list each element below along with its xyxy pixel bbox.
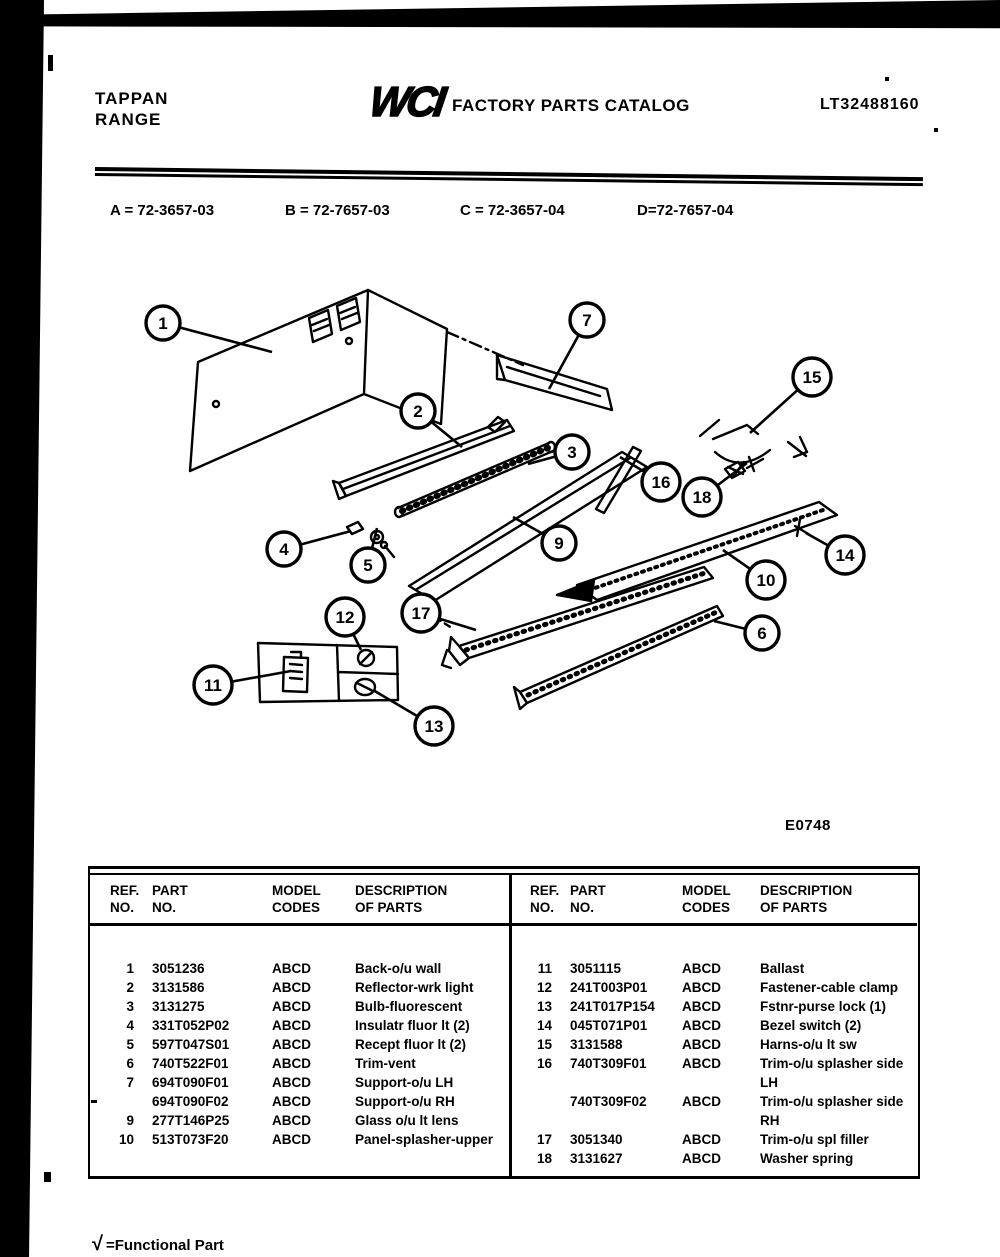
svg-text:2: 2 (413, 402, 423, 421)
model-codes-cell: ABCD (272, 1056, 311, 1071)
table-row (522, 1130, 917, 1149)
svg-text:17: 17 (411, 604, 431, 623)
table-row (98, 997, 509, 1016)
part-filler-trim (442, 567, 713, 668)
ref-no-cell: 6 (126, 1056, 134, 1071)
table-body-left (98, 926, 509, 1157)
description-cell: Bulb-fluorescent (355, 999, 463, 1014)
table-row (522, 1149, 917, 1168)
callout-11 (194, 666, 291, 704)
table-row (522, 1092, 917, 1130)
description-cell: Washer spring (760, 1151, 854, 1166)
description-cell: Support-o/u LH (355, 1075, 454, 1090)
table-row (98, 1073, 509, 1092)
svg-text:15: 15 (802, 368, 822, 387)
ref-no-cell (98, 1092, 134, 1111)
description-cell: Trim-o/u splasher side LH (760, 1056, 904, 1090)
model-codes-cell: ABCD (682, 1151, 721, 1166)
svg-text:3: 3 (567, 443, 577, 462)
part-no-cell: 3131588 (570, 1037, 623, 1052)
table-header-right (522, 875, 917, 923)
table-row (522, 997, 917, 1016)
model-codes-cell: ABCD (272, 1113, 311, 1128)
model-codes-cell: ABCD (682, 1132, 721, 1147)
model-codes-cell: ABCD (272, 999, 311, 1014)
callout-4 (267, 531, 351, 566)
catalog-title: FACTORY PARTS CATALOG (452, 96, 690, 115)
table-row (98, 1035, 509, 1054)
svg-text:18: 18 (692, 488, 712, 507)
description-cell: Fstnr-purse lock (1) (760, 999, 887, 1014)
callout-14 (806, 533, 864, 574)
model-codes-cell: ABCD (682, 1056, 721, 1071)
ref-no-cell: 9 (126, 1113, 134, 1128)
description-cell: Back-o/u wall (355, 961, 442, 976)
ref-no-cell (522, 1092, 552, 1130)
part-no-cell: 241T017P154 (570, 999, 655, 1014)
table-row (522, 959, 917, 978)
column-header: REF. NO. (530, 883, 560, 915)
svg-text:5: 5 (363, 556, 373, 575)
brand-line1: TAPPAN (95, 89, 169, 108)
table-row (522, 1035, 917, 1054)
ref-no-cell: 7 (126, 1075, 134, 1090)
ref-no-cell: 15 (536, 1037, 552, 1052)
column-header: DESCRIPTION OF PARTS (760, 883, 853, 915)
ref-no-cell: 5 (126, 1037, 134, 1052)
callout-18 (683, 463, 747, 516)
part-no-cell: 3051115 (570, 961, 622, 976)
model-codes-cell: ABCD (682, 1094, 721, 1109)
callout-15 (750, 358, 831, 433)
model-codes-cell: ABCD (682, 1037, 721, 1052)
brand-line2: RANGE (95, 110, 162, 129)
callout-12 (326, 598, 364, 650)
table-row (522, 1054, 917, 1092)
description-cell: Fastener-cable clamp (760, 980, 899, 995)
description-cell: Bezel switch (2) (760, 1018, 862, 1033)
column-header: PART NO. (152, 883, 188, 915)
column-header: MODEL CODES (272, 883, 321, 915)
model-codes-cell: ABCD (272, 1075, 311, 1090)
model-codes-cell: ABCD (272, 1132, 311, 1147)
description-cell: Panel-splasher-upper (355, 1132, 494, 1147)
parts-table-right (512, 875, 917, 1176)
check-mark-icon: √ (92, 1233, 103, 1255)
description-cell: Reflector-wrk light (355, 980, 474, 995)
callout-1 (146, 306, 272, 352)
ref-no-cell: 14 (536, 1018, 552, 1033)
ref-no-cell: 1 (126, 961, 134, 976)
part-no-cell: 513T073F20 (152, 1132, 229, 1147)
model-codes-cell: ABCD (682, 961, 721, 976)
svg-text:14: 14 (835, 546, 855, 565)
table-row (98, 978, 509, 997)
part-support-bracket (497, 355, 612, 410)
callout-17 (402, 594, 476, 632)
description-cell: Recept fluor lt (2) (355, 1037, 467, 1052)
svg-text:16: 16 (651, 473, 671, 492)
table-row (98, 1016, 509, 1035)
part-no-cell: 277T146P25 (152, 1113, 230, 1128)
table-row (98, 959, 509, 978)
callout-7 (549, 303, 604, 389)
part-no-cell: 740T309F01 (570, 1056, 647, 1071)
callout-6 (714, 616, 779, 650)
parts-table-left (90, 875, 512, 1176)
callout-13 (373, 690, 453, 745)
wci-logo: WCI (366, 78, 447, 125)
part-no-cell: 694T090F02 (152, 1094, 229, 1109)
ref-no-cell: 3 (126, 999, 134, 1014)
model-codes-cell: ABCD (682, 1018, 721, 1033)
table-body-right (522, 926, 917, 1176)
model-codes-cell: ABCD (272, 1018, 311, 1033)
svg-text:11: 11 (204, 676, 222, 695)
part-no-cell: 597T047S01 (152, 1037, 230, 1052)
part-reflector (333, 417, 514, 499)
column-header: MODEL CODES (682, 883, 731, 915)
description-cell: Ballast (760, 961, 805, 976)
column-header: PART NO. (570, 883, 606, 915)
model-code-a: A = 72-3657-03 (110, 202, 215, 219)
part-no-cell: 694T090F01 (152, 1075, 229, 1090)
callout-2 (401, 394, 462, 447)
svg-text:9: 9 (554, 534, 564, 553)
svg-text:7: 7 (582, 311, 592, 330)
svg-text:13: 13 (424, 717, 444, 736)
part-no-cell: 3051236 (152, 961, 205, 976)
table-header-left (98, 875, 509, 923)
model-codes-cell: ABCD (682, 980, 721, 995)
model-codes-cell: ABCD (272, 1037, 311, 1052)
description-cell: Trim-vent (355, 1056, 416, 1071)
table-top-rule (90, 866, 918, 875)
model-codes-cell: ABCD (682, 999, 721, 1014)
description-cell: Trim-o/u spl filler (760, 1132, 869, 1147)
table-row (98, 1130, 509, 1149)
callout-10 (723, 550, 785, 599)
ref-no-cell: 11 (537, 961, 552, 976)
ref-no-cell: 13 (536, 999, 552, 1014)
column-header: REF. NO. (110, 883, 140, 915)
table-row (98, 1111, 509, 1130)
ref-no-cell: 10 (118, 1132, 134, 1147)
ref-no-cell: 12 (536, 980, 552, 995)
parts-table (88, 866, 920, 1179)
model-code-c: C = 72-3657-04 (460, 202, 565, 219)
footnote-text: =Functional Part (105, 1237, 224, 1254)
table-row (98, 1054, 509, 1073)
description-cell: Glass o/u lt lens (355, 1113, 459, 1128)
publication-number: LT32488160 (820, 96, 920, 113)
part-back-wall (190, 290, 523, 471)
description-cell: Trim-o/u splasher side RH (760, 1094, 904, 1128)
table-row (522, 1016, 917, 1035)
ref-no-cell: 4 (126, 1018, 134, 1033)
callout-9 (513, 517, 576, 560)
functional-part-footnote (92, 1233, 224, 1256)
svg-text:6: 6 (757, 624, 767, 643)
part-no-cell: 331T052P02 (152, 1018, 230, 1033)
part-vent-trim (514, 606, 723, 709)
part-no-cell: 3131586 (152, 980, 205, 995)
ref-no-cell: 17 (536, 1132, 552, 1147)
svg-text:1: 1 (158, 314, 168, 333)
ref-no-cell: 16 (536, 1056, 552, 1071)
part-no-cell: 3131627 (570, 1151, 623, 1166)
model-code-d: D=72-7657-04 (637, 202, 734, 219)
model-codes-cell: ABCD (272, 1094, 311, 1109)
svg-text:4: 4 (279, 540, 289, 559)
part-side-trim (596, 447, 641, 513)
model-codes-cell: ABCD (272, 961, 311, 976)
model-codes-cell: ABCD (272, 980, 311, 995)
svg-text:12: 12 (335, 608, 355, 627)
description-cell: Support-o/u RH (355, 1094, 455, 1109)
part-no-cell: 045T071P01 (570, 1018, 648, 1033)
ref-no-cell: 2 (126, 980, 134, 995)
figure-code: E0748 (785, 817, 831, 834)
part-no-cell: 241T003P01 (570, 980, 648, 995)
description-cell: Harns-o/u lt sw (760, 1037, 857, 1052)
part-no-cell: 740T522F01 (152, 1056, 229, 1071)
part-no-cell: 3051340 (570, 1132, 623, 1147)
ref-no-cell: 18 (536, 1151, 552, 1166)
description-cell: Insulatr fluor lt (2) (355, 1018, 470, 1033)
part-no-cell: 740T309F02 (570, 1094, 647, 1109)
column-header: DESCRIPTION OF PARTS (355, 883, 448, 915)
svg-text:10: 10 (756, 571, 776, 590)
model-code-b: B = 72-7657-03 (285, 202, 390, 219)
part-no-cell: 3131275 (152, 999, 205, 1014)
table-row (98, 1092, 509, 1111)
table-row (522, 978, 917, 997)
